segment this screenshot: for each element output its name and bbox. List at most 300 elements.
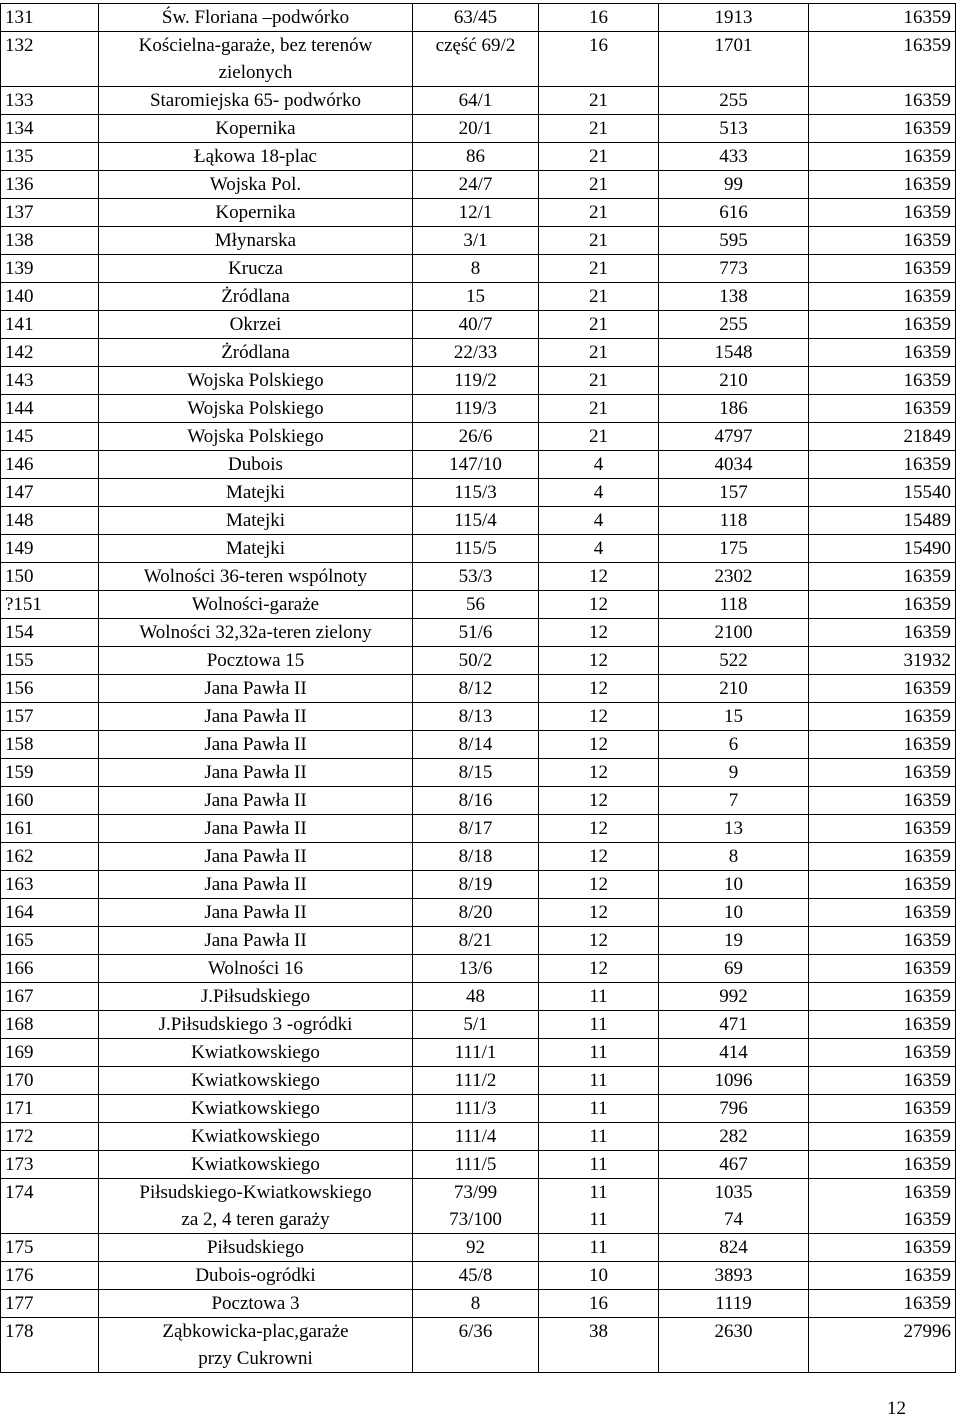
zone-line: 21 bbox=[589, 342, 608, 363]
plot-number-line: 53/3 bbox=[458, 566, 493, 587]
location-cell bbox=[99, 87, 413, 115]
row-number-cell: 164 bbox=[1, 899, 99, 927]
table-row bbox=[1, 1262, 956, 1290]
code-cell bbox=[809, 871, 956, 899]
plot-number-line: 64/1 bbox=[458, 90, 493, 111]
zone-line: 21 bbox=[589, 258, 608, 279]
zone-cell bbox=[539, 871, 659, 899]
location-line: Jana Pawła II bbox=[204, 818, 307, 839]
zone-line: 21 bbox=[589, 230, 608, 251]
area-cell bbox=[659, 143, 809, 171]
zone-line: 21 bbox=[589, 90, 608, 111]
area-cell bbox=[659, 1234, 809, 1262]
plot-number-cell bbox=[413, 199, 539, 227]
location-cell bbox=[99, 787, 413, 815]
plot-number-line: 8/12 bbox=[458, 678, 493, 699]
code-cell bbox=[809, 731, 956, 759]
location-line: Wolności 36-teren wspólnoty bbox=[143, 566, 368, 587]
area-line: 433 bbox=[719, 146, 748, 167]
zone-line: 4 bbox=[593, 482, 604, 503]
area-cell bbox=[659, 563, 809, 591]
plot-number-cell bbox=[413, 339, 539, 367]
code-cell bbox=[809, 1039, 956, 1067]
location-line: J.Piłsudskiego 3 -ogródki bbox=[158, 1014, 353, 1035]
plot-number-cell bbox=[413, 423, 539, 451]
table-row bbox=[1, 955, 956, 983]
code-line: 16359 bbox=[903, 1014, 951, 1035]
plot-number-cell bbox=[413, 619, 539, 647]
zone-cell bbox=[539, 759, 659, 787]
code-cell bbox=[809, 843, 956, 871]
row-number-cell: 146 bbox=[1, 451, 99, 479]
area-cell bbox=[659, 983, 809, 1011]
plot-number-line: 45/8 bbox=[458, 1265, 493, 1286]
zone-cell bbox=[539, 423, 659, 451]
location-cell bbox=[99, 1151, 413, 1179]
plot-number-cell bbox=[413, 1039, 539, 1067]
code-cell bbox=[809, 535, 956, 563]
location-cell bbox=[99, 899, 413, 927]
table-row bbox=[1, 1318, 956, 1373]
code-line: 16359 bbox=[903, 1154, 951, 1175]
zone-line: 11 bbox=[589, 1014, 608, 1035]
table-row bbox=[1, 1011, 956, 1039]
code-line: 16359 bbox=[903, 706, 951, 727]
plot-number-line: 50/2 bbox=[458, 650, 493, 671]
zone-cell bbox=[539, 731, 659, 759]
area-cell bbox=[659, 227, 809, 255]
zone-cell bbox=[539, 647, 659, 675]
area-cell bbox=[659, 1179, 809, 1234]
location-line: Wojska Polskiego bbox=[187, 426, 324, 447]
code-cell bbox=[809, 759, 956, 787]
area-line: 471 bbox=[719, 1014, 748, 1035]
code-line: 16359 bbox=[903, 370, 951, 391]
row-number-cell: 174 bbox=[1, 1179, 99, 1234]
location-cell bbox=[99, 1095, 413, 1123]
code-cell bbox=[809, 479, 956, 507]
area-line: 414 bbox=[719, 1042, 748, 1063]
row-number-cell: 155 bbox=[1, 647, 99, 675]
location-cell bbox=[99, 479, 413, 507]
area-line: 2100 bbox=[714, 622, 753, 643]
location-cell bbox=[99, 143, 413, 171]
area-cell bbox=[659, 1123, 809, 1151]
area-cell bbox=[659, 87, 809, 115]
area-line: 3893 bbox=[714, 1265, 753, 1286]
code-line: 16359 bbox=[903, 790, 951, 811]
zone-cell bbox=[539, 1011, 659, 1039]
table-row bbox=[1, 507, 956, 535]
plot-number-cell bbox=[413, 1290, 539, 1318]
row-number-cell: 136 bbox=[1, 171, 99, 199]
location-line: Piłsudskiego bbox=[206, 1237, 305, 1258]
row-number-cell: 150 bbox=[1, 563, 99, 591]
area-cell bbox=[659, 899, 809, 927]
area-cell bbox=[659, 731, 809, 759]
zone-cell bbox=[539, 451, 659, 479]
area-line: 1096 bbox=[714, 1070, 753, 1091]
location-cell bbox=[99, 1039, 413, 1067]
code-cell bbox=[809, 311, 956, 339]
code-cell bbox=[809, 647, 956, 675]
table-row bbox=[1, 451, 956, 479]
code-line: 16359 bbox=[903, 1209, 951, 1230]
location-cell bbox=[99, 311, 413, 339]
location-cell bbox=[99, 647, 413, 675]
zone-cell bbox=[539, 927, 659, 955]
location-line: Wolności 16 bbox=[207, 958, 304, 979]
location-line: zielonych bbox=[218, 62, 293, 83]
area-cell bbox=[659, 339, 809, 367]
code-line: 21849 bbox=[903, 426, 951, 447]
zone-cell bbox=[539, 479, 659, 507]
plot-number-line: 111/3 bbox=[454, 1098, 497, 1119]
plot-number-cell bbox=[413, 507, 539, 535]
location-cell bbox=[99, 1262, 413, 1290]
code-cell bbox=[809, 115, 956, 143]
table-row bbox=[1, 591, 956, 619]
plot-number-cell bbox=[413, 1067, 539, 1095]
location-line: Jana Pawła II bbox=[204, 678, 307, 699]
area-cell bbox=[659, 591, 809, 619]
zone-cell bbox=[539, 199, 659, 227]
plot-number-line: 92 bbox=[466, 1237, 485, 1258]
code-line: 16359 bbox=[903, 90, 951, 111]
plot-number-cell bbox=[413, 395, 539, 423]
area-cell bbox=[659, 535, 809, 563]
plot-number-cell bbox=[413, 899, 539, 927]
area-cell bbox=[659, 703, 809, 731]
location-line: Kwiatkowskiego bbox=[191, 1154, 320, 1175]
code-cell bbox=[809, 787, 956, 815]
zone-cell bbox=[539, 899, 659, 927]
code-cell bbox=[809, 1123, 956, 1151]
area-cell bbox=[659, 395, 809, 423]
plot-number-cell bbox=[413, 367, 539, 395]
code-line: 16359 bbox=[903, 930, 951, 951]
area-cell bbox=[659, 815, 809, 843]
code-line: 16359 bbox=[903, 1182, 951, 1203]
area-line: 9 bbox=[728, 762, 739, 783]
location-cell bbox=[99, 1179, 413, 1234]
code-cell bbox=[809, 283, 956, 311]
zone-cell bbox=[539, 563, 659, 591]
plot-number-cell bbox=[413, 927, 539, 955]
location-line: J.Piłsudskiego bbox=[200, 986, 311, 1007]
location-cell bbox=[99, 927, 413, 955]
row-number-cell: 132 bbox=[1, 32, 99, 87]
plot-number-cell bbox=[413, 731, 539, 759]
code-cell bbox=[809, 451, 956, 479]
area-line: 4797 bbox=[714, 426, 753, 447]
row-number-cell: 135 bbox=[1, 143, 99, 171]
location-cell bbox=[99, 1234, 413, 1262]
location-cell bbox=[99, 1067, 413, 1095]
plot-number-line: 56 bbox=[466, 594, 485, 615]
plot-number-line: 8 bbox=[470, 1293, 481, 1314]
plot-number-cell bbox=[413, 983, 539, 1011]
zone-cell bbox=[539, 171, 659, 199]
row-number-cell: 160 bbox=[1, 787, 99, 815]
plot-number-cell bbox=[413, 227, 539, 255]
plot-number-line: 115/5 bbox=[454, 538, 497, 559]
location-line: przy Cukrowni bbox=[198, 1348, 313, 1369]
plot-number-line: 147/10 bbox=[449, 454, 502, 475]
code-cell bbox=[809, 1262, 956, 1290]
area-cell bbox=[659, 1067, 809, 1095]
plot-number-cell bbox=[413, 115, 539, 143]
plot-number-cell bbox=[413, 647, 539, 675]
row-number-cell: 178 bbox=[1, 1318, 99, 1373]
code-line: 16359 bbox=[903, 622, 951, 643]
area-line: 1701 bbox=[714, 35, 753, 56]
zone-line: 21 bbox=[589, 146, 608, 167]
code-line: 16359 bbox=[903, 1126, 951, 1147]
code-line: 16359 bbox=[903, 986, 951, 1007]
table-row bbox=[1, 731, 956, 759]
table-row bbox=[1, 759, 956, 787]
area-line: 4034 bbox=[714, 454, 753, 475]
plot-number-line: 119/3 bbox=[454, 398, 497, 419]
zone-line: 21 bbox=[589, 202, 608, 223]
area-cell bbox=[659, 367, 809, 395]
location-line: Dubois bbox=[228, 454, 283, 475]
plot-number-line: 5/1 bbox=[463, 1014, 488, 1035]
plot-number-line: 3/1 bbox=[463, 230, 488, 251]
code-line: 16359 bbox=[903, 902, 951, 923]
code-cell bbox=[809, 395, 956, 423]
area-line: 2302 bbox=[714, 566, 753, 587]
area-line: 15 bbox=[724, 706, 743, 727]
code-cell bbox=[809, 1011, 956, 1039]
code-line: 16359 bbox=[903, 7, 951, 28]
code-line: 16359 bbox=[903, 230, 951, 251]
location-line: za 2, 4 teren garaży bbox=[181, 1209, 330, 1230]
row-number-cell: 172 bbox=[1, 1123, 99, 1151]
location-cell bbox=[99, 759, 413, 787]
plot-number-line: 6/36 bbox=[458, 1321, 493, 1342]
table-row bbox=[1, 1179, 956, 1234]
zone-line: 21 bbox=[589, 370, 608, 391]
plot-number-line: 48 bbox=[466, 986, 485, 1007]
plot-number-cell bbox=[413, 759, 539, 787]
plot-number-line: 63/45 bbox=[453, 7, 498, 28]
table-row bbox=[1, 395, 956, 423]
plot-number-cell bbox=[413, 1151, 539, 1179]
table-row bbox=[1, 647, 956, 675]
zone-cell bbox=[539, 591, 659, 619]
plot-number-cell bbox=[413, 843, 539, 871]
zone-cell bbox=[539, 1067, 659, 1095]
zone-cell bbox=[539, 535, 659, 563]
row-number-cell: 137 bbox=[1, 199, 99, 227]
location-cell bbox=[99, 339, 413, 367]
table-row bbox=[1, 423, 956, 451]
table-row bbox=[1, 843, 956, 871]
table-row bbox=[1, 927, 956, 955]
plot-number-line: 119/2 bbox=[454, 370, 497, 391]
code-cell bbox=[809, 955, 956, 983]
location-cell bbox=[99, 563, 413, 591]
zone-cell bbox=[539, 1234, 659, 1262]
area-line: 616 bbox=[719, 202, 748, 223]
location-cell bbox=[99, 255, 413, 283]
table-row bbox=[1, 1095, 956, 1123]
location-line: Pocztowa 15 bbox=[206, 650, 305, 671]
location-cell bbox=[99, 815, 413, 843]
location-line: Jana Pawła II bbox=[204, 874, 307, 895]
plot-number-cell bbox=[413, 479, 539, 507]
area-line: 282 bbox=[719, 1126, 748, 1147]
plot-number-cell bbox=[413, 255, 539, 283]
row-number-cell: 141 bbox=[1, 311, 99, 339]
zone-line: 11 bbox=[589, 1182, 608, 1203]
plot-number-line: 8/17 bbox=[458, 818, 493, 839]
code-line: 16359 bbox=[903, 678, 951, 699]
code-cell bbox=[809, 1318, 956, 1373]
location-line: Łąkowa 18-plac bbox=[194, 146, 317, 167]
location-line: Jana Pawła II bbox=[204, 706, 307, 727]
code-line: 16359 bbox=[903, 286, 951, 307]
zone-line: 4 bbox=[593, 538, 604, 559]
plot-number-line: 8/21 bbox=[458, 930, 493, 951]
row-number-cell: 144 bbox=[1, 395, 99, 423]
area-line: 7 bbox=[728, 790, 739, 811]
area-cell bbox=[659, 927, 809, 955]
zone-line: 12 bbox=[589, 622, 608, 643]
plot-number-line: 111/4 bbox=[454, 1126, 497, 1147]
plot-number-line: 51/6 bbox=[458, 622, 493, 643]
location-cell bbox=[99, 1011, 413, 1039]
table-row bbox=[1, 563, 956, 591]
zone-line: 11 bbox=[589, 1237, 608, 1258]
code-line: 16359 bbox=[903, 1265, 951, 1286]
code-line: 16359 bbox=[903, 594, 951, 615]
code-cell bbox=[809, 1067, 956, 1095]
code-line: 16359 bbox=[903, 146, 951, 167]
table-row bbox=[1, 227, 956, 255]
area-cell bbox=[659, 675, 809, 703]
plot-number-cell bbox=[413, 675, 539, 703]
location-cell bbox=[99, 535, 413, 563]
row-number-cell: 176 bbox=[1, 1262, 99, 1290]
area-line: 186 bbox=[719, 398, 748, 419]
code-cell bbox=[809, 815, 956, 843]
table-row bbox=[1, 1123, 956, 1151]
location-cell bbox=[99, 367, 413, 395]
area-cell bbox=[659, 1290, 809, 1318]
table-row bbox=[1, 283, 956, 311]
area-line: 1548 bbox=[714, 342, 753, 363]
code-cell bbox=[809, 87, 956, 115]
row-number-cell: 156 bbox=[1, 675, 99, 703]
area-cell bbox=[659, 1039, 809, 1067]
area-line: 255 bbox=[719, 90, 748, 111]
table-row bbox=[1, 1290, 956, 1318]
location-cell bbox=[99, 871, 413, 899]
location-line: Kopernika bbox=[215, 202, 296, 223]
area-line: 6 bbox=[728, 734, 739, 755]
code-line: 16359 bbox=[903, 118, 951, 139]
area-line: 992 bbox=[719, 986, 748, 1007]
location-line: Wojska Pol. bbox=[209, 174, 302, 195]
location-line: Ząbkowicka-plac,garaże bbox=[162, 1321, 349, 1342]
plot-number-line: 20/1 bbox=[458, 118, 493, 139]
plot-number-cell bbox=[413, 703, 539, 731]
location-cell bbox=[99, 731, 413, 759]
plot-number-cell bbox=[413, 955, 539, 983]
row-number-cell: 161 bbox=[1, 815, 99, 843]
row-number-cell: 149 bbox=[1, 535, 99, 563]
area-cell bbox=[659, 647, 809, 675]
plot-number-line: 111/2 bbox=[454, 1070, 497, 1091]
location-line: Kwiatkowskiego bbox=[191, 1042, 320, 1063]
location-cell bbox=[99, 199, 413, 227]
zone-line: 12 bbox=[589, 846, 608, 867]
zone-cell bbox=[539, 1262, 659, 1290]
area-line: 2630 bbox=[714, 1321, 753, 1342]
location-line: Dubois-ogródki bbox=[195, 1265, 316, 1286]
location-line: Jana Pawła II bbox=[204, 930, 307, 951]
zone-line: 12 bbox=[589, 930, 608, 951]
area-line: 175 bbox=[719, 538, 748, 559]
zone-cell bbox=[539, 675, 659, 703]
code-line: 16359 bbox=[903, 734, 951, 755]
code-line: 15490 bbox=[903, 538, 951, 559]
row-number-cell: 140 bbox=[1, 283, 99, 311]
row-number-cell: 163 bbox=[1, 871, 99, 899]
location-cell bbox=[99, 1123, 413, 1151]
location-cell bbox=[99, 115, 413, 143]
area-line: 157 bbox=[719, 482, 748, 503]
row-number-cell: 162 bbox=[1, 843, 99, 871]
plot-number-line: 86 bbox=[466, 146, 485, 167]
zone-cell bbox=[539, 619, 659, 647]
area-line: 773 bbox=[719, 258, 748, 279]
code-cell bbox=[809, 927, 956, 955]
table-row bbox=[1, 339, 956, 367]
zone-cell bbox=[539, 843, 659, 871]
table-row bbox=[1, 115, 956, 143]
area-cell bbox=[659, 759, 809, 787]
zone-line: 21 bbox=[589, 314, 608, 335]
zone-cell bbox=[539, 4, 659, 32]
area-cell bbox=[659, 1095, 809, 1123]
plot-number-cell bbox=[413, 1011, 539, 1039]
location-line: Matejki bbox=[225, 538, 286, 559]
location-line: Kopernika bbox=[215, 118, 296, 139]
location-line: Młynarska bbox=[214, 230, 297, 251]
zone-cell bbox=[539, 367, 659, 395]
row-number-cell: 171 bbox=[1, 1095, 99, 1123]
location-line: Piłsudskiego-Kwiatkowskiego bbox=[139, 1182, 372, 1203]
table-row bbox=[1, 255, 956, 283]
area-cell bbox=[659, 283, 809, 311]
area-line: 522 bbox=[719, 650, 748, 671]
zone-cell bbox=[539, 87, 659, 115]
row-number-cell: 157 bbox=[1, 703, 99, 731]
code-cell bbox=[809, 507, 956, 535]
area-cell bbox=[659, 1318, 809, 1373]
table-row bbox=[1, 1151, 956, 1179]
location-cell bbox=[99, 32, 413, 87]
code-cell bbox=[809, 1179, 956, 1234]
area-cell bbox=[659, 199, 809, 227]
plot-number-cell bbox=[413, 283, 539, 311]
zone-line: 16 bbox=[589, 1293, 608, 1314]
area-cell bbox=[659, 871, 809, 899]
